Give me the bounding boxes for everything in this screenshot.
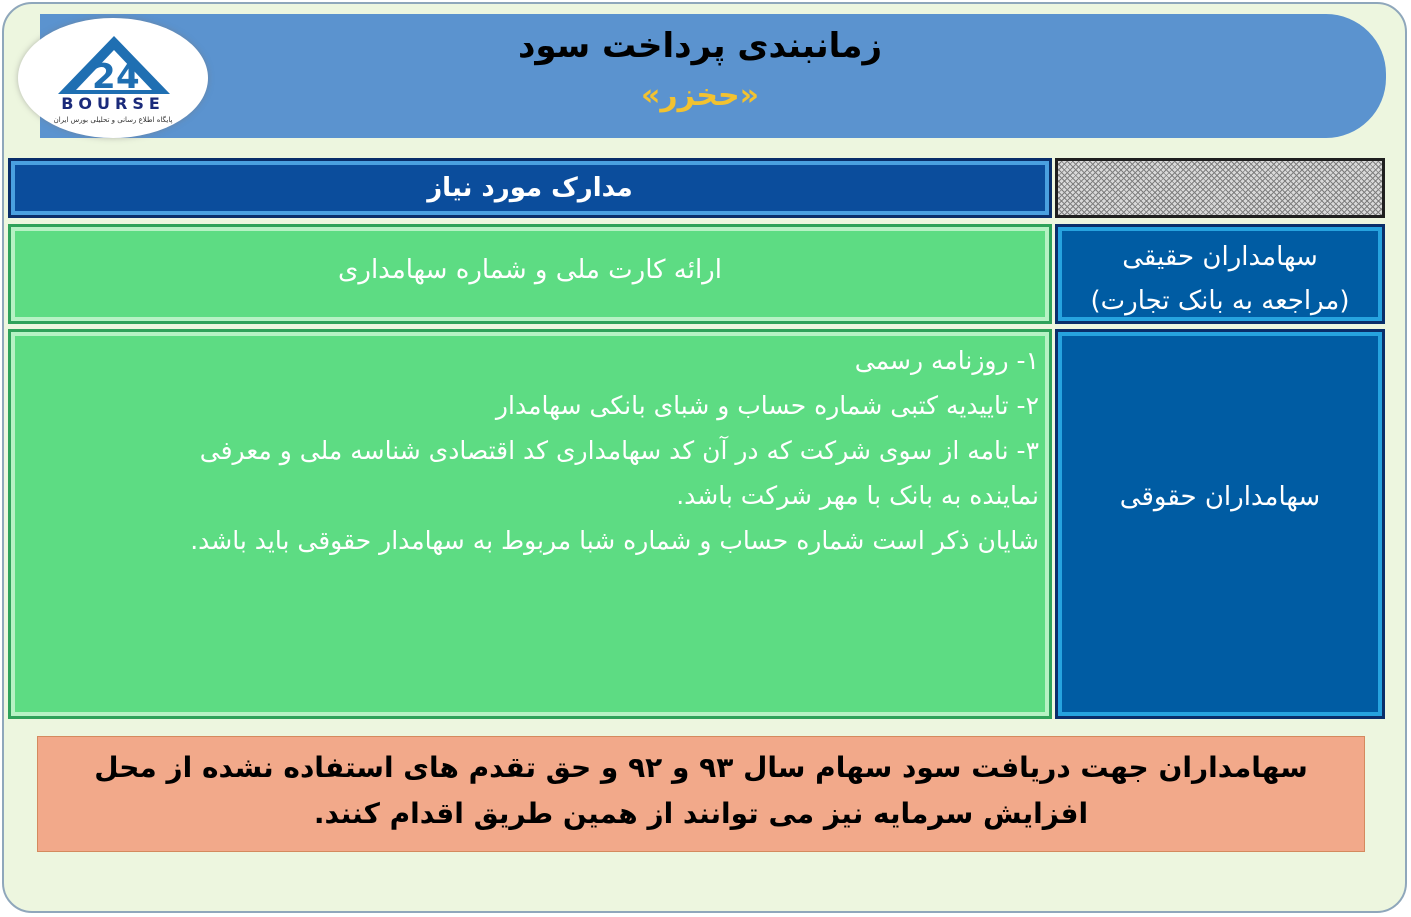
table-header-requirements xyxy=(8,158,1052,218)
note-line2: افزایش سرمایه نیز می توانند از همین طریق اقدام کنند. xyxy=(313,797,1089,830)
category-label-individual xyxy=(1058,235,1382,323)
table-header-hatched-cell xyxy=(1055,158,1385,218)
requirement-line: نماینده به بانک با مهر شرکت باشد. xyxy=(676,481,1039,510)
requirements-cell-individual xyxy=(8,224,1052,324)
category-label-legal: سهامداران حقوقی xyxy=(1119,482,1321,512)
page-subtitle: «حخزر» xyxy=(641,78,759,113)
logo-brand-text: BOURSE xyxy=(61,94,165,113)
table-header-label: مدارک مورد نیاز xyxy=(427,173,633,203)
note-text xyxy=(78,745,1324,837)
logo xyxy=(18,18,208,138)
requirement-line: ۳- نامه از سوی شرکت که در آن کد سهامداری کد اقتصادی شناسه ملی و معرفی xyxy=(199,436,1039,465)
category-line2: (مراجعه به بانک تجارت) xyxy=(1090,286,1350,316)
requirement-line: ۱- روزنامه رسمی xyxy=(854,346,1039,375)
category-cell-legal xyxy=(1055,329,1385,719)
requirements-text-individual: ارائه کارت ملی و شماره سهامداری xyxy=(338,255,722,285)
logo-tagline: پایگاه اطلاع رسانی و تحلیلی بورس ایران xyxy=(53,116,173,124)
requirement-line: ۲- تاییدیه کتبی شماره حساب و شبای بانکی سهامدار xyxy=(495,391,1039,420)
category-line1: سهامداران حقیقی xyxy=(1122,242,1318,272)
note-box xyxy=(37,736,1365,852)
svg-text:2: 2 xyxy=(92,57,116,97)
requirements-list-legal xyxy=(89,338,1039,563)
note-line1: سهامداران جهت دریافت سود سهام سال ۹۳ و ۹۲ و حق تقدم های استفاده نشده از محل xyxy=(94,751,1308,784)
requirements-cell-legal xyxy=(8,329,1052,719)
svg-text:4: 4 xyxy=(116,57,140,97)
requirement-line: شایان ذکر است شماره حساب و شماره شبا مربوط به سهامدار حقوقی باید باشد. xyxy=(190,526,1039,555)
category-cell-individual xyxy=(1055,224,1385,324)
bourse24-logo-icon xyxy=(52,32,174,98)
page-title: زمانبندی پرداخت سود xyxy=(517,26,883,66)
